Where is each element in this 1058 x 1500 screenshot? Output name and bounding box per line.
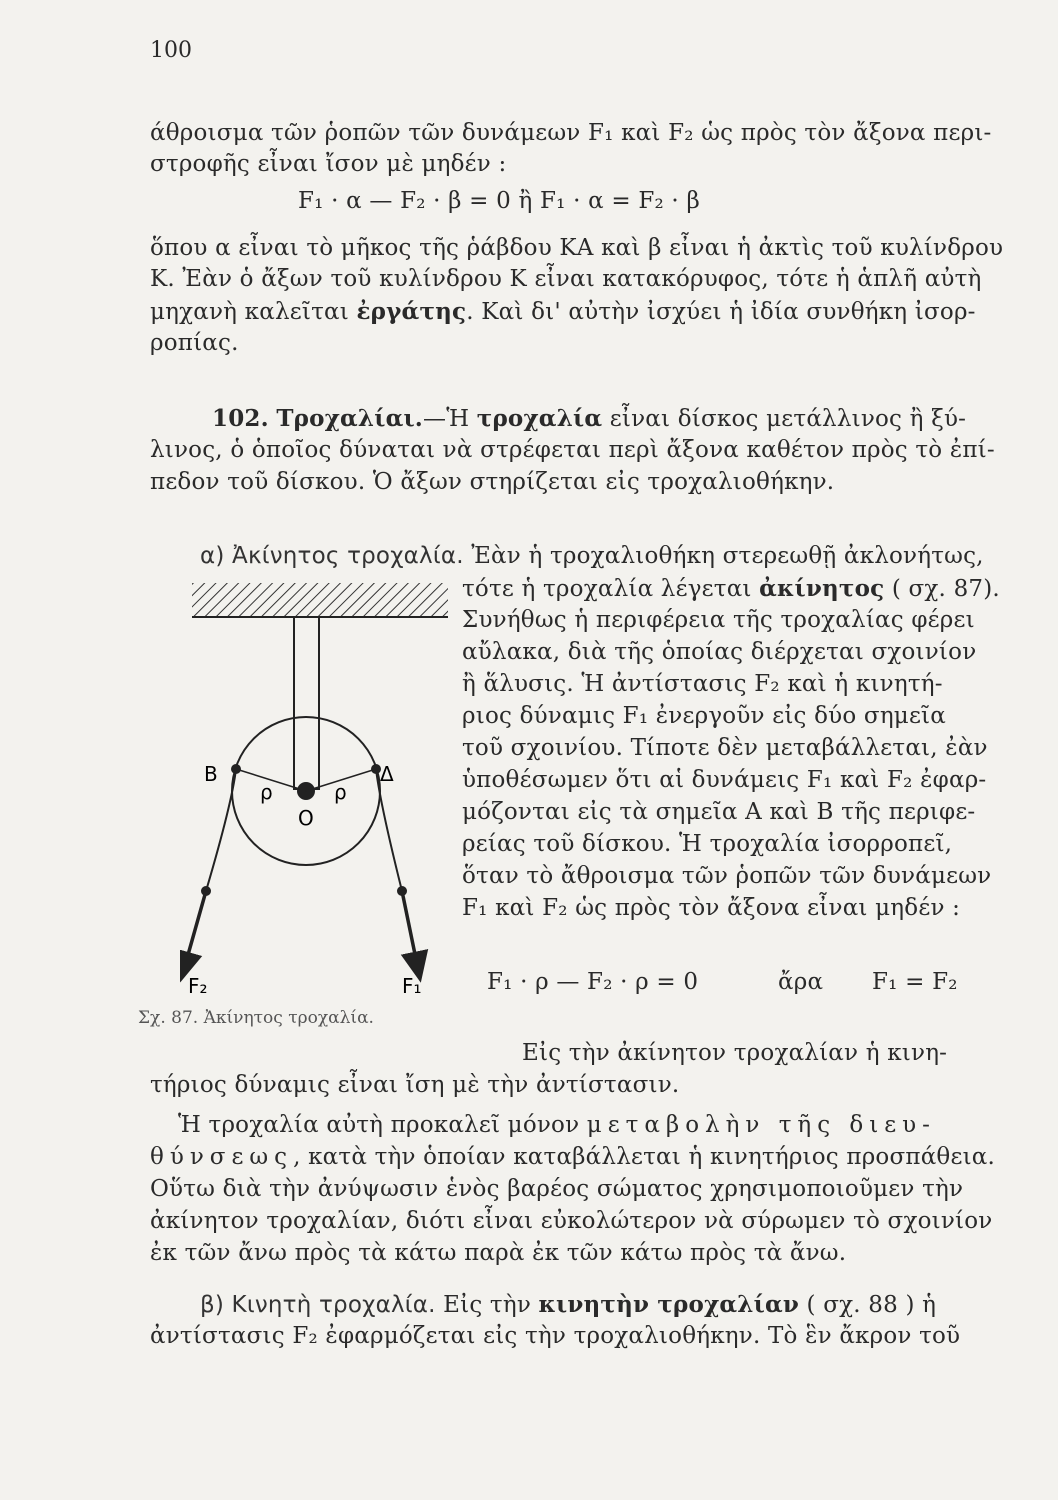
text-segment: . Καὶ δι' αὐτὴν ἰσχύει ἡ ἰδία συνθήκη ἰσορ- (466, 299, 976, 325)
text-line: ὅπου α εἶναι τὸ μῆκος τῆς ῥάβδου ΚΑ καὶ β εἶναι ἡ ἀκτὶς τοῦ κυλίνδρου (150, 235, 1004, 261)
text-line: ἐκ τῶν ἄνω πρὸς τὰ κάτω παρὰ ἐκ τῶν κάτω πρὸς τὰ ἄνω. (150, 1240, 847, 1266)
text-line: Συνήθως ἡ περιφέρεια τῆς τροχαλίας φέρει (462, 607, 975, 633)
text-line: τοῦ σχοινίου. Τίποτε δὲν μεταβάλλεται, ἐὰν (462, 735, 988, 761)
term-ergatis: ἐργάτης (356, 298, 467, 325)
text-line: λινος, ὁ ὁποῖος δύναται νὰ στρέφεται περὶ ἄξονα καθέτον πρὸς τὸ ἐπί- (150, 437, 995, 463)
text-segment: Εἰς τὴν (435, 1292, 539, 1318)
text-line (150, 1142, 995, 1173)
text-segment: Ἐὰν ἡ τροχαλιοθήκη στερεωθῇ ἀκλονήτως, (463, 543, 984, 569)
text-line (178, 1110, 936, 1141)
label-B: Β (204, 762, 218, 786)
text-line: ἀντίστασις F₂ ἐφαρμόζεται εἰς τὴν τροχαλιοθήκην. Τὸ ἓν ἄκρον τοῦ (150, 1323, 961, 1349)
spaced-term: μεταβολὴν τῆς διευ- (586, 1112, 936, 1138)
text-line: πεδον τοῦ δίσκου. Ὁ ἄξων στηρίζεται εἰς τροχαλιοθήκην. (150, 469, 835, 495)
label-F1: F₁ (402, 974, 422, 998)
label-O: Ο (298, 806, 314, 830)
equation-2: F₁ · ρ — F₂ · ρ = 0 (487, 969, 699, 995)
label-rho-right: ρ (334, 780, 347, 804)
figure-caption: Σχ. 87. Ἀκίνητος τροχαλία. (138, 1008, 374, 1028)
text-segment: , κατὰ τὴν ὁποίαν καταβάλλεται ἡ κινητήριος προσπάθεια. (293, 1144, 996, 1170)
pulley-diagram (180, 573, 480, 1003)
force-F2-arrow (184, 891, 206, 969)
text-line: αὔλακα, διὰ τῆς ὁποίας διέρχεται σχοινίον (462, 639, 977, 665)
text-segment: Ἡ τροχαλία αὐτὴ προκαλεῖ μόνον (178, 1112, 587, 1138)
section-number: 102. (212, 405, 269, 432)
subsection-b-label: β) Κινητὴ τροχαλία. (200, 1292, 436, 1318)
text-line: μόζονται εἰς τὰ σημεῖα Α καὶ Β τῆς περιφε- (462, 799, 976, 825)
subsection-b (200, 1289, 936, 1321)
subsection-a-label: α) Ἀκίνητος τροχαλία. (200, 543, 464, 569)
text-line: Κ. Ἐὰν ὁ ἄξων τοῦ κυλίνδρου Κ εἶναι κατακόρυφος, τότε ἡ ἁπλῆ αὐτὴ (150, 266, 982, 292)
equation-1: F₁ · α — F₂ · β = 0 ἢ F₁ · α = F₂ · β (298, 188, 700, 214)
subsection-a (200, 541, 984, 572)
text-line: ριος δύναμις F₁ ἐνεργοῦν εἰς δύο σημεῖα (462, 703, 947, 729)
text-line: ὅταν τὸ ἄθροισμα τῶν ῥοπῶν τῶν δυνάμεων (462, 863, 992, 889)
text-line (462, 573, 1000, 605)
pulley-bracket (294, 617, 319, 789)
equation-2-result: F₁ = F₂ (872, 969, 958, 995)
text-line: στροφῆς εἶναι ἴσον μὲ μηδέν : (150, 151, 507, 177)
text-segment: Ἡ (446, 406, 477, 432)
text-line: ρείας τοῦ δίσκου. Ἡ τροχαλία ἰσορροπεῖ, (462, 831, 953, 857)
text-line: τήριος δύναμις εἶναι ἴση μὲ τὴν ἀντίστασιν. (150, 1072, 680, 1098)
text-segment: μηχανὴ καλεῖται (150, 299, 357, 325)
spaced-term: θύνσεως (150, 1144, 294, 1170)
text-line: ὑποθέσωμεν ὅτι αἱ δυνάμεις F₁ καὶ F₂ ἐφαρ- (462, 767, 987, 793)
text-segment: ( σχ. 88 ) ἡ (799, 1292, 937, 1318)
ceiling-hatch (192, 583, 448, 617)
text-line: Οὕτω διὰ τὴν ἀνύψωσιν ἑνὸς βαρέος σώματος χρησιμοποιοῦμεν τὴν (150, 1176, 964, 1202)
term-akinitos: ἀκίνητος (759, 575, 885, 602)
label-A: Δ (380, 762, 394, 786)
figure-87 (180, 573, 480, 1003)
text-line (150, 296, 976, 328)
text-line: ἢ ἅλυσις. Ἡ ἀντίστασις F₂ καὶ ἡ κινητή- (462, 671, 943, 697)
text-segment: τότε ἡ τροχαλία λέγεται (462, 576, 760, 602)
text-segment: ( σχ. 87). (884, 576, 1000, 602)
text-line: F₁ καὶ F₂ ὡς πρὸς τὸν ἄξονα εἶναι μηδέν : (462, 895, 961, 921)
label-rho-left: ρ (260, 780, 273, 804)
section-heading (212, 403, 966, 435)
term-trochalia: τροχαλία (476, 405, 603, 432)
text-line: άθροισμα τῶν ῥοπῶν τῶν δυνάμεων F₁ καὶ F₂ ὡς πρὸς τὸν ἄξονα περι- (150, 120, 992, 146)
force-F1-arrow (402, 891, 418, 969)
text-line: ροπίας. (150, 330, 239, 356)
section-title: Τροχαλίαι. (276, 405, 424, 432)
section-dash: — (423, 406, 447, 432)
label-F2: F₂ (188, 974, 208, 998)
equation-2-word: ἄρα (778, 969, 824, 995)
text-line: ἀκίνητον τροχαλίαν, διότι εἶναι εὐκολώτερον νὰ σύρωμεν τὸ σχοινίον (150, 1208, 993, 1234)
term-kiniti: κινητὴν τροχαλίαν (538, 1291, 800, 1318)
text-segment: εἶναι δίσκος μετάλλινος ἢ ξύ- (602, 406, 967, 432)
page-number: 100 (150, 38, 192, 63)
text-line: Εἰς τὴν ἀκίνητον τροχαλίαν ἡ κινη- (522, 1040, 948, 1066)
